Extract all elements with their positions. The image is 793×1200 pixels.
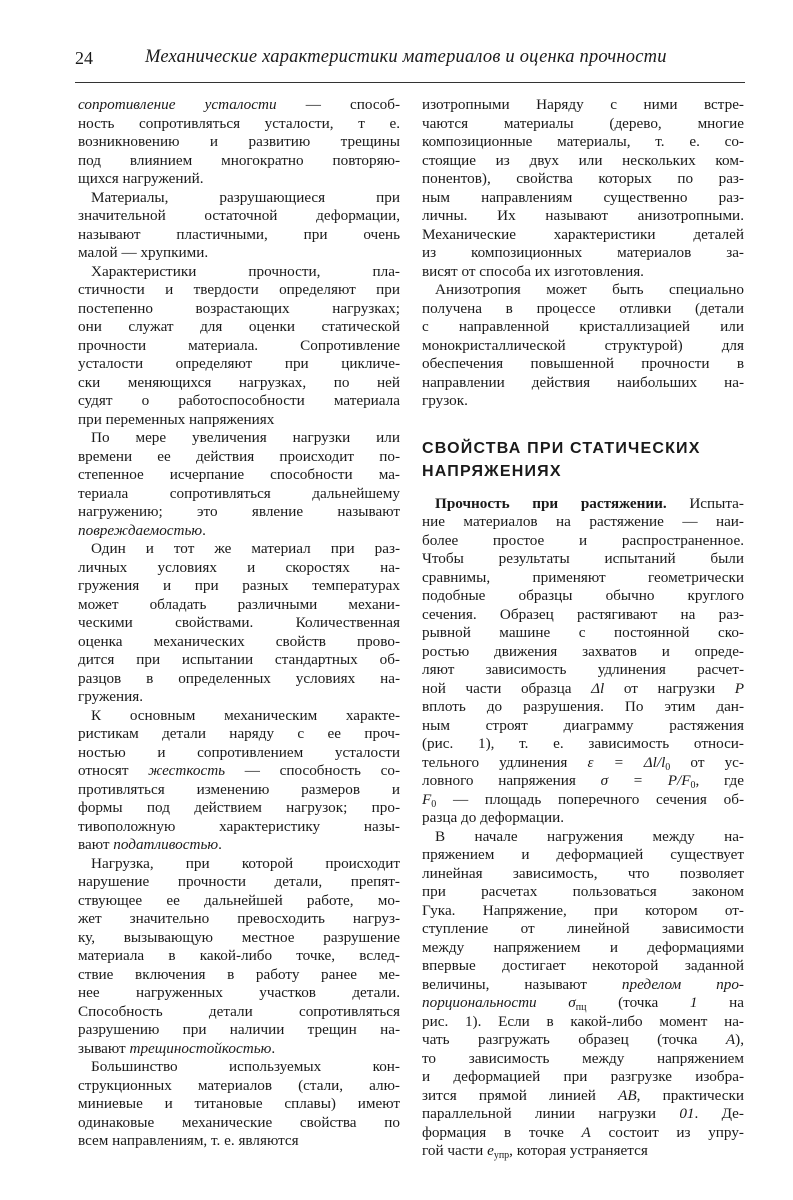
text-run: — площадь поперечного сечения об-	[436, 790, 744, 808]
text-run: струкционных материалов (стали, алю-	[78, 1076, 400, 1094]
text-run: ступление от линейной зависимости	[422, 920, 744, 937]
text-run: ние материалов на растяжение — наи-	[422, 513, 744, 530]
text-line	[422, 96, 744, 115]
text-run: времени ее действия происходит по-	[78, 447, 400, 465]
text-run: понентов), свойства которых по раз-	[422, 170, 744, 187]
text-line	[78, 855, 400, 874]
italic-term: жесткость	[148, 762, 226, 779]
paragraph	[78, 189, 400, 263]
text-line	[78, 929, 400, 948]
text-line	[78, 670, 400, 689]
subscript: пц	[575, 1002, 587, 1013]
text-line	[422, 883, 744, 902]
subscript: упр	[493, 1150, 510, 1161]
text-line	[78, 485, 400, 504]
paragraph	[422, 281, 744, 411]
text-line	[422, 495, 744, 514]
subscript: 0	[431, 798, 437, 810]
paragraph	[78, 855, 400, 1059]
text-line	[78, 411, 400, 430]
text-run: относят	[78, 762, 149, 779]
text-run: висят от способа их изготовления.	[422, 262, 644, 280]
italic-term: σ = P/F	[600, 772, 691, 789]
text-run: зится прямой линией	[422, 1086, 619, 1104]
text-line	[78, 355, 400, 374]
paragraph	[78, 540, 400, 707]
text-run: вплоть до разрушения. По этим дан-	[422, 698, 744, 715]
text-run: постепенно возрастающих нагрузках;	[78, 299, 400, 317]
text-run: формы под действием нагрузок; про-	[78, 799, 400, 816]
text-run: из композиционных материалов за-	[422, 244, 744, 261]
text-line	[422, 624, 744, 643]
text-run: может обладать различными механи-	[78, 595, 400, 613]
text-line	[78, 96, 400, 115]
text-line	[422, 152, 744, 171]
text-line	[78, 207, 400, 226]
text-run: под влиянием многократно повторяю-	[78, 151, 400, 169]
text-run: от нагрузки	[604, 679, 735, 697]
text-line	[78, 115, 400, 134]
text-line	[78, 448, 400, 467]
text-line	[422, 1142, 744, 1161]
text-run: материала в какой-либо точке, вслед-	[78, 947, 400, 964]
text-line	[422, 920, 744, 939]
italic-term: A	[725, 1031, 736, 1048]
text-line	[78, 1040, 400, 1059]
text-line	[78, 707, 400, 726]
text-line	[78, 1132, 400, 1151]
text-run: , практически	[636, 1086, 745, 1104]
italic-term: e	[487, 1142, 494, 1159]
text-run: рис. 1). Если в какой-либо момент на-	[422, 1012, 744, 1030]
text-run: возникновению и развитию трещины	[78, 133, 400, 150]
italic-term: P	[734, 679, 744, 697]
text-run: монокристаллической структурой) для	[422, 336, 744, 354]
text-line	[422, 115, 744, 134]
text-line	[422, 754, 744, 773]
text-run: жет значительно превосходить нагруз-	[78, 910, 400, 927]
text-line	[422, 661, 744, 680]
text-run: сечения. Образец растягивают на раз-	[422, 605, 744, 623]
text-run: прочности материала. Сопротивление	[78, 336, 400, 354]
page-header	[75, 44, 745, 80]
text-run: рывной машине с постоянной ско-	[422, 624, 744, 641]
italic-term: 01	[679, 1105, 695, 1122]
italic-term: трещиностойкостью	[129, 1039, 272, 1057]
section-heading	[422, 437, 744, 483]
text-line	[422, 939, 744, 958]
text-line	[422, 735, 744, 754]
text-line	[422, 698, 744, 717]
text-line	[78, 984, 400, 1003]
text-line	[78, 818, 400, 837]
subscript: 0	[690, 780, 696, 791]
text-line	[422, 355, 744, 374]
text-run: разрушению при наличии трещин на-	[78, 1021, 400, 1038]
running-title: Механические характеристики материалов и оценка прочности	[145, 47, 667, 67]
text-run: всем направлениям, т. е. являются	[78, 1132, 299, 1149]
italic-term: AB	[618, 1086, 637, 1104]
paragraph	[78, 429, 400, 540]
text-run: ростью движения захватов и опреде-	[422, 642, 744, 660]
text-line	[78, 244, 400, 263]
text-line	[422, 300, 744, 319]
text-run: К основным механическим характе-	[91, 706, 400, 724]
text-line	[78, 559, 400, 578]
text-line	[422, 828, 744, 847]
paragraph	[422, 495, 744, 828]
text-run: при расчетах пользоваться законом	[422, 883, 744, 900]
text-line	[78, 1114, 400, 1133]
text-line	[422, 392, 744, 411]
text-run: Характеристики прочности, пла-	[91, 262, 400, 280]
text-line	[78, 503, 400, 522]
left-column	[78, 96, 400, 1151]
text-run: при переменных напряжениях	[78, 410, 275, 428]
text-run: пряжением и деформацией существует	[422, 846, 744, 863]
italic-term: 1	[689, 994, 698, 1011]
italic-term: повреждаемостью	[78, 521, 203, 539]
left-column-text	[78, 96, 400, 1151]
text-run: оценка механических свойств прово-	[78, 632, 400, 650]
paragraph	[422, 96, 744, 281]
text-line	[422, 244, 744, 263]
text-run: ческими свойствами. Количественная	[78, 614, 400, 631]
text-run: зывают	[78, 1039, 130, 1057]
text-run: ляют зависимость удлинения расчет-	[422, 661, 744, 678]
text-line	[78, 1095, 400, 1114]
text-line	[78, 947, 400, 966]
text-line	[422, 976, 744, 995]
text-run: формация в точке	[422, 1123, 582, 1141]
text-line	[422, 281, 744, 300]
text-line	[78, 651, 400, 670]
text-run: — способность со-	[225, 762, 400, 779]
text-run: стоящие из двух или нескольких ком-	[422, 151, 744, 169]
text-run: судят о работоспособности материала	[78, 392, 400, 409]
text-line	[78, 392, 400, 411]
text-run: одинаковые механические свойства по	[78, 1113, 400, 1131]
text-line	[422, 550, 744, 569]
italic-term: F	[422, 790, 432, 808]
text-run: состоит из упру-	[590, 1123, 744, 1141]
text-run: ловного напряжения	[422, 772, 601, 789]
paragraph	[422, 828, 744, 1161]
text-line	[78, 318, 400, 337]
text-line	[78, 1077, 400, 1096]
text-run: ку, вызывающую местное разрушение	[78, 928, 400, 946]
text-run: ным направлениям существенно раз-	[422, 188, 744, 206]
text-line	[78, 781, 400, 800]
text-run: В начале нагружения между на-	[435, 827, 744, 845]
text-run: Большинство используемых кон-	[91, 1058, 400, 1075]
text-run: миниевые и титановые сплавы) имеют	[78, 1095, 400, 1112]
text-run: от ус-	[670, 753, 744, 771]
text-line	[78, 189, 400, 208]
text-run: Один и тот же материал при раз-	[91, 540, 400, 557]
text-run: усталости определяют при цикличе-	[78, 355, 400, 372]
text-run: ность сопротивляться усталости, т е.	[78, 114, 400, 132]
text-line	[78, 522, 400, 541]
text-line	[78, 226, 400, 245]
text-line	[78, 873, 400, 892]
text-line	[78, 762, 400, 781]
text-run: тивоположную характеристику назы-	[78, 817, 400, 835]
italic-term: A	[581, 1123, 591, 1141]
text-line	[78, 152, 400, 171]
text-line	[78, 892, 400, 911]
right-column-text-bottom	[422, 495, 744, 1161]
text-run: дится при испытании стандартных об-	[78, 651, 400, 668]
text-run: По мере увеличения нагрузки или	[91, 429, 400, 446]
text-run: разцов в определенных условиях на-	[78, 669, 400, 687]
text-run: называют пластичными, при очень	[78, 225, 400, 243]
text-line	[78, 614, 400, 633]
text-run: — способ-	[276, 96, 400, 113]
text-line	[422, 263, 744, 282]
text-run: впервые достигает некоторой заданной	[422, 957, 744, 974]
text-run: личных условиях и скоростях на-	[78, 558, 400, 576]
text-run: чать разгружать образец (точка	[422, 1031, 726, 1048]
text-run: обеспечения повышенной прочности в	[422, 355, 744, 372]
text-line	[422, 569, 744, 588]
paragraph	[78, 1058, 400, 1151]
text-run: грузок.	[422, 392, 468, 409]
text-run: ски меняющихся нагрузках, по ней	[78, 373, 400, 391]
text-run: гружения.	[78, 688, 144, 705]
text-run: на	[697, 994, 744, 1011]
text-run: ностью и сопротивлением усталости	[78, 743, 400, 761]
text-run: нарушение прочности детали, препят-	[78, 873, 400, 890]
text-line	[422, 374, 744, 393]
text-line	[78, 836, 400, 855]
text-line	[422, 170, 744, 189]
text-run: (точка	[586, 994, 690, 1011]
text-run: Анизотропия может быть специально	[435, 281, 744, 298]
text-run: разца до деформации.	[422, 809, 564, 826]
italic-term: податливостью	[113, 836, 219, 853]
text-run: Механические характеристики деталей	[422, 225, 744, 243]
text-run: ной части образца	[422, 679, 592, 697]
text-line	[422, 606, 744, 625]
page-number: 24	[75, 48, 93, 68]
text-run: .	[218, 836, 222, 853]
text-line	[422, 791, 744, 810]
text-run: личны. Их называют анизотропными.	[422, 207, 744, 224]
text-run: ристикам детали наряду с ее проч-	[78, 725, 400, 742]
text-line	[422, 1124, 744, 1143]
italic-term: ε = Δl/l	[587, 753, 666, 771]
text-run: нагружению; это явление называют	[78, 503, 400, 520]
text-line	[422, 865, 744, 884]
text-run: они служат для оценки статической	[78, 318, 400, 335]
text-run: щихся нагружений.	[78, 170, 204, 187]
paragraph	[78, 263, 400, 430]
right-column	[422, 96, 744, 1161]
text-run: более простое и распространенное.	[422, 531, 744, 549]
text-line	[78, 170, 400, 189]
text-line	[422, 1050, 744, 1069]
italic-term: пределом про-	[621, 975, 744, 993]
text-run: направлении действия наибольших на-	[422, 373, 744, 391]
text-line	[78, 540, 400, 559]
text-line	[78, 466, 400, 485]
text-run: териала сопротивляться дальнейшему	[78, 484, 400, 502]
header-rule	[75, 82, 745, 83]
text-line	[78, 1058, 400, 1077]
text-run: то зависимость между напряжением	[422, 1049, 744, 1067]
paragraph	[78, 96, 400, 189]
text-run: параллельной линии нагрузки	[422, 1105, 680, 1122]
text-line	[78, 596, 400, 615]
paragraph	[78, 707, 400, 855]
text-line	[78, 300, 400, 319]
text-line	[78, 633, 400, 652]
text-line	[422, 643, 744, 662]
text-line	[78, 799, 400, 818]
text-run: Способность детали сопротивляться	[78, 1002, 400, 1020]
text-run: ),	[735, 1031, 744, 1048]
text-line	[422, 902, 744, 921]
text-run: ным строят диаграмму растяжения	[422, 716, 744, 734]
text-run: .	[202, 521, 206, 539]
text-run: Нагрузка, при которой происходит	[91, 854, 400, 872]
text-line	[78, 337, 400, 356]
italic-term: порциональности	[422, 994, 537, 1011]
text-run: .	[271, 1039, 276, 1057]
text-run: нее нагруженных участков детали.	[78, 984, 400, 1001]
text-line	[78, 688, 400, 707]
text-run: изотропными Наряду с ними встре-	[422, 96, 744, 113]
text-line	[422, 846, 744, 865]
text-run: значительной остаточной деформации,	[78, 207, 400, 224]
text-line	[422, 1068, 744, 1087]
text-line	[422, 513, 744, 532]
text-line	[422, 1013, 744, 1032]
text-line	[78, 1021, 400, 1040]
text-line	[422, 994, 744, 1013]
text-line	[422, 717, 744, 736]
section-heading-line: СВОЙСТВА ПРИ СТАТИЧЕСКИХ	[422, 439, 701, 457]
text-line	[78, 263, 400, 282]
text-run: вают	[78, 836, 114, 853]
text-line	[78, 374, 400, 393]
text-line	[422, 133, 744, 152]
text-run: величины, называют	[422, 975, 622, 993]
text-run: между напряжением и деформациями	[422, 938, 744, 956]
text-run: Материалы, разрушающиеся при	[91, 188, 400, 206]
text-line	[78, 910, 400, 929]
text-run: ствующее ее дальнейшей работе, мо-	[78, 891, 400, 909]
text-line	[422, 1031, 744, 1050]
text-run: , которая устраняется	[509, 1142, 648, 1159]
text-line	[422, 772, 744, 791]
text-line	[422, 1087, 744, 1106]
text-run: . Де-	[694, 1105, 744, 1122]
text-run: Гука. Напряжение, при котором от-	[422, 901, 744, 919]
text-run	[537, 994, 569, 1011]
text-line	[422, 532, 744, 551]
section-heading-line: НАПРЯЖЕНИЯХ	[422, 462, 562, 480]
text-line	[78, 133, 400, 152]
text-run: подобные образцы обычно круглого	[422, 587, 744, 604]
text-line	[78, 429, 400, 448]
text-line	[78, 281, 400, 300]
text-line	[422, 337, 744, 356]
text-run: Чтобы результаты испытаний были	[422, 550, 744, 567]
text-run: (рис. 1), т. е. зависимость относи-	[422, 735, 744, 752]
text-run: чаются материалы (дерево, многие	[422, 114, 744, 132]
right-column-text-top	[422, 96, 744, 411]
text-line	[422, 957, 744, 976]
text-line	[78, 577, 400, 596]
text-run: с направленной кристаллизацией или	[422, 318, 744, 335]
text-run: и деформацией при разгрузке изобра-	[422, 1068, 744, 1085]
text-run: противляться изменению размеров и	[78, 780, 400, 798]
text-line	[422, 189, 744, 208]
italic-term: сопротивление усталости	[78, 96, 277, 113]
text-run: гружения и при разных температурах	[78, 577, 400, 594]
text-line	[422, 226, 744, 245]
text-run: степенное исчерпание способности ма-	[78, 466, 400, 483]
text-line	[78, 725, 400, 744]
text-line	[422, 207, 744, 226]
text-line	[78, 1003, 400, 1022]
italic-term: Δl	[591, 679, 605, 697]
subscript: 0	[665, 761, 671, 773]
text-run: композиционные материалы, т. е. со-	[422, 133, 744, 150]
text-run: получена в процессе отливки (детали	[422, 299, 744, 317]
text-run: ствие включения в работу ранее ме-	[78, 965, 400, 983]
italic-term: σ	[568, 994, 576, 1011]
text-line	[422, 680, 744, 699]
text-line	[422, 809, 744, 828]
text-run: , где	[695, 772, 744, 789]
bold-run-in-heading: Прочность при растяжении.	[435, 494, 667, 512]
text-run: сравнимы, применяют геометрически	[422, 568, 744, 586]
text-run: линейная зависимость, что позволяет	[422, 864, 744, 882]
text-run: тельного удлинения	[422, 753, 588, 771]
text-line	[422, 587, 744, 606]
text-run: Испыта-	[666, 494, 744, 512]
text-line	[78, 966, 400, 985]
text-line	[422, 318, 744, 337]
text-line	[422, 1105, 744, 1124]
text-line	[78, 744, 400, 763]
text-run: малой — хрупкими.	[78, 244, 209, 261]
text-run: стичности и твердости определяют при	[78, 281, 400, 298]
text-run: гой части	[422, 1142, 488, 1159]
